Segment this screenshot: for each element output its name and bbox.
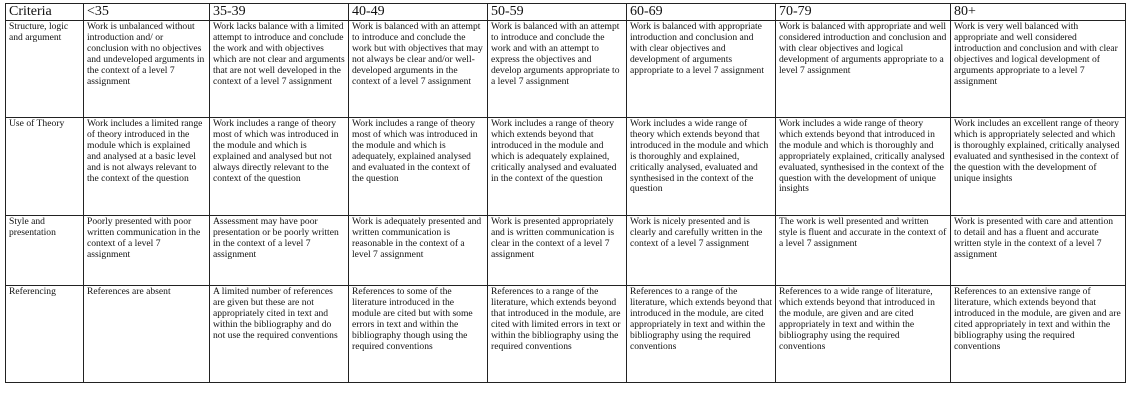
table-cell: References to a range of the literature, which extends beyond that introduced in the module, are cited with limited errors in text or within the bibliography using the required conventions — [488, 286, 627, 383]
table-cell: Work is presented with care and attention to detail and has a fluent and accurate written style in the context of a level 7 assignment — [951, 216, 1126, 286]
table-cell: Work is balanced with appropriate and well considered introduction and conclusion and with clear objectives and logical development of arguments appropriate to a level 7 assignment — [776, 21, 951, 118]
table-cell: References are absent — [84, 286, 210, 383]
table-cell: Work lacks balance with a limited attempt to introduce and conclude the work and with objectives which are not clear and arguments that are not well developed in the context of a level 7 assignment — [210, 21, 349, 118]
table-cell: Work is balanced with an attempt to introduce and conclude the work but with objectives that may not always be clear and/or well-developed arguments in the context of a level 7 assignment — [349, 21, 488, 118]
table-cell: References to an extensive range of literature, which extends beyond that introduced in the module, are given and are cited appropriately in text and within the bibliography using the required conventions — [951, 286, 1126, 383]
table-cell: Work is balanced with appropriate introduction and conclusion and with clear objectives and development of arguments appropriate to a level 7 assignment — [627, 21, 776, 118]
table-row — [6, 118, 1126, 216]
table-cell: Work includes a limited range of theory introduced in the module which is explained and analysed at a basic level and is not always relevant to the context of the question — [84, 118, 210, 216]
table-cell: References to some of the literature introduced in the module are cited but with some errors in text and within the bibliography though using the required conventions — [349, 286, 488, 383]
table-row — [6, 216, 1126, 286]
table-cell: A limited number of references are given but these are not appropriately cited in text and within the bibliography and do not use the required conventions — [210, 286, 349, 383]
table-cell: Work includes a range of theory most of which was introduced in the module and which is adequately, explained analysed and evaluated in the context of the question — [349, 118, 488, 216]
table-cell: Work includes an excellent range of theory which is appropriately selected and which is thoroughly explained, critically analysed evaluated and synthesised in the context of the question with the development of unique insights — [951, 118, 1126, 216]
header-grade-80-plus: 80+ — [951, 4, 1126, 21]
marking-rubric-table — [5, 3, 1126, 383]
table-cell: Work is presented appropriately and is written communication is clear in the context of a level 7 assignment — [488, 216, 627, 286]
table-cell: Work is balanced with an attempt to introduce and conclude the work and with an attempt to express the objectives and develop arguments appropriate to a level 7 assignment — [488, 21, 627, 118]
table-cell: Work is nicely presented and is clearly and carefully written in the context of a level 7 assignment — [627, 216, 776, 286]
header-grade-below-35: <35 — [84, 4, 210, 21]
header-grade-40-49: 40-49 — [349, 4, 488, 21]
table-cell: Poorly presented with poor written communication in the context of a level 7 assignment — [84, 216, 210, 286]
header-row — [6, 4, 1126, 21]
table-cell: Work includes a wide range of theory which extends beyond that introduced in the module and which is thoroughly and explained, critically analysed, evaluated and synthesised in the context of the question — [627, 118, 776, 216]
table-cell: Work includes a wide range of theory which extends beyond that introduced in the module and which is thoroughly and appropriately explained, critically analysed evaluated, synthesised in the context of the question with the development of unique insights — [776, 118, 951, 216]
table-cell: Assessment may have poor presentation or be poorly written in the context of a level 7 assignment — [210, 216, 349, 286]
table-row — [6, 286, 1126, 383]
table-cell: Work includes a range of theory which extends beyond that introduced in the module and which is adequately explained, critically analysed and evaluated in the context of the question — [488, 118, 627, 216]
table-cell: References to a wide range of literature, which extends beyond that introduced in the module, are given and are cited appropriately in text and within the bibliography using the required conventions — [776, 286, 951, 383]
header-grade-50-59: 50-59 — [488, 4, 627, 21]
table-cell: Work includes a range of theory most of which was introduced in the module and which is explained and analysed but not always directly relevant to the context of the question — [210, 118, 349, 216]
criterion-structure: Structure, logic and argument — [6, 21, 84, 118]
header-criteria: Criteria — [6, 4, 84, 21]
header-grade-35-39: 35-39 — [210, 4, 349, 21]
header-grade-70-79: 70-79 — [776, 4, 951, 21]
table-cell: Work is adequately presented and written communication is reasonable in the context of a level 7 assignment — [349, 216, 488, 286]
header-grade-60-69: 60-69 — [627, 4, 776, 21]
table-cell: Work is very well balanced with appropriate and well considered introduction and conclusion and with clear objectives and logical development of arguments appropriate to a level 7 assignment — [951, 21, 1126, 118]
table-cell: References to a range of the literature, which extends beyond that introduced in the module, are cited appropriately in text and within the bibliography using the required conventions — [627, 286, 776, 383]
criterion-referencing: Referencing — [6, 286, 84, 383]
table-cell: The work is well presented and written style is fluent and accurate in the context of a level 7 assignment — [776, 216, 951, 286]
criterion-style-presentation: Style and presentation — [6, 216, 84, 286]
table-cell: Work is unbalanced without introduction and/ or conclusion with no objectives and undeveloped arguments in the context of a level 7 assignment — [84, 21, 210, 118]
criterion-use-of-theory: Use of Theory — [6, 118, 84, 216]
table-row — [6, 21, 1126, 118]
